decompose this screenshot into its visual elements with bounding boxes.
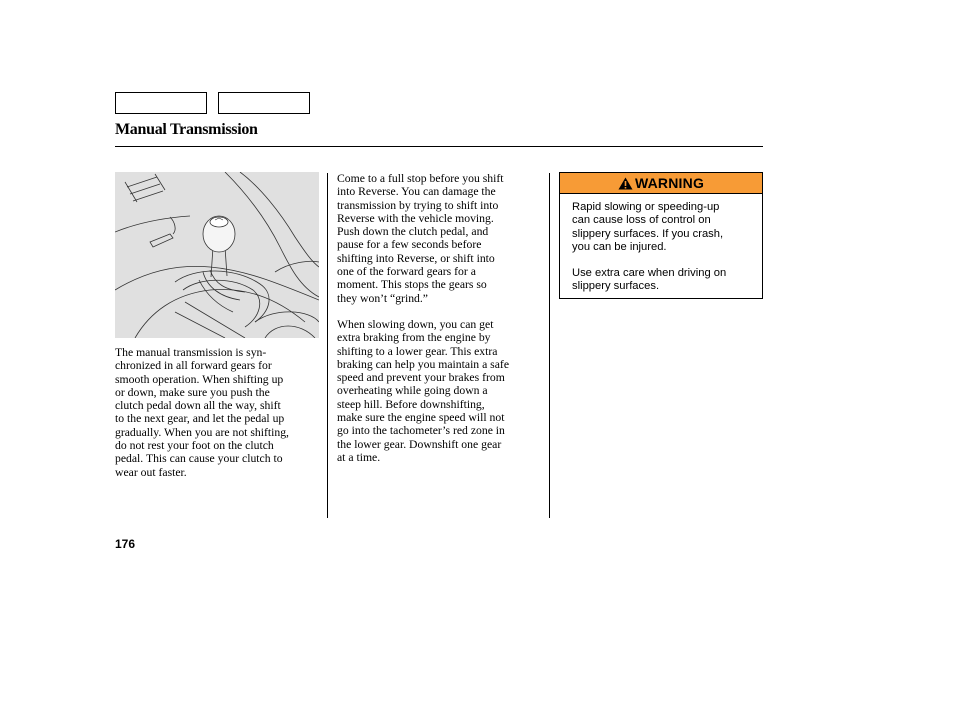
gear-shift-lever-icon bbox=[115, 172, 319, 338]
page-title: Manual Transmission bbox=[115, 121, 258, 138]
warning-triangle-icon bbox=[618, 177, 633, 190]
warning-paragraph-2: Use extra care when driving on slippery surfaces. bbox=[572, 267, 727, 293]
warning-label: WARNING bbox=[634, 175, 705, 191]
gear-shift-illustration bbox=[115, 172, 319, 338]
warning-header bbox=[560, 173, 762, 194]
column2-paragraph-1: Come to a full stop before you shift into Reverse. You can damage the transmission by trying to shift into Reverse with the vehicle moving. Push down the clutch pedal, and pause for a few seconds before shifting into Reverse, or shift into one of the forward gears for a moment. This stops the gears so they won’t “grind.” bbox=[337, 172, 504, 305]
title-divider bbox=[115, 146, 763, 147]
warning-paragraph-1: Rapid slowing or speeding-up can cause loss of control on slippery surfaces. If you crash, you can be injured. bbox=[572, 201, 724, 253]
nav-tab-box-2[interactable] bbox=[218, 92, 310, 114]
page-number: 176 bbox=[115, 537, 136, 551]
column-divider-1 bbox=[327, 173, 328, 518]
column1-paragraph: The manual transmission is syn- chronized in all forward gears for smooth operation. When shifting up or down, make sure you push the clutch pedal down all the way, shift to the next gear, and let the pedal up gradually. When you are not shifting, do not rest your foot on the clutch pedal. This can cause your clutch to wear out faster. bbox=[115, 346, 289, 479]
warning-box bbox=[559, 172, 763, 299]
column-divider-2 bbox=[549, 173, 550, 518]
nav-tab-box-1[interactable] bbox=[115, 92, 207, 114]
column2-paragraph-2: When slowing down, you can get extra braking from the engine by shifting to a lower gear. This extra braking can help you maintain a safe speed and prevent your brakes from overheating while going down a steep hill. Before downshifting, make sure the engine speed will not go into the tachometer’s red zone in the lower gear. Downshift one gear at a time. bbox=[337, 318, 510, 464]
